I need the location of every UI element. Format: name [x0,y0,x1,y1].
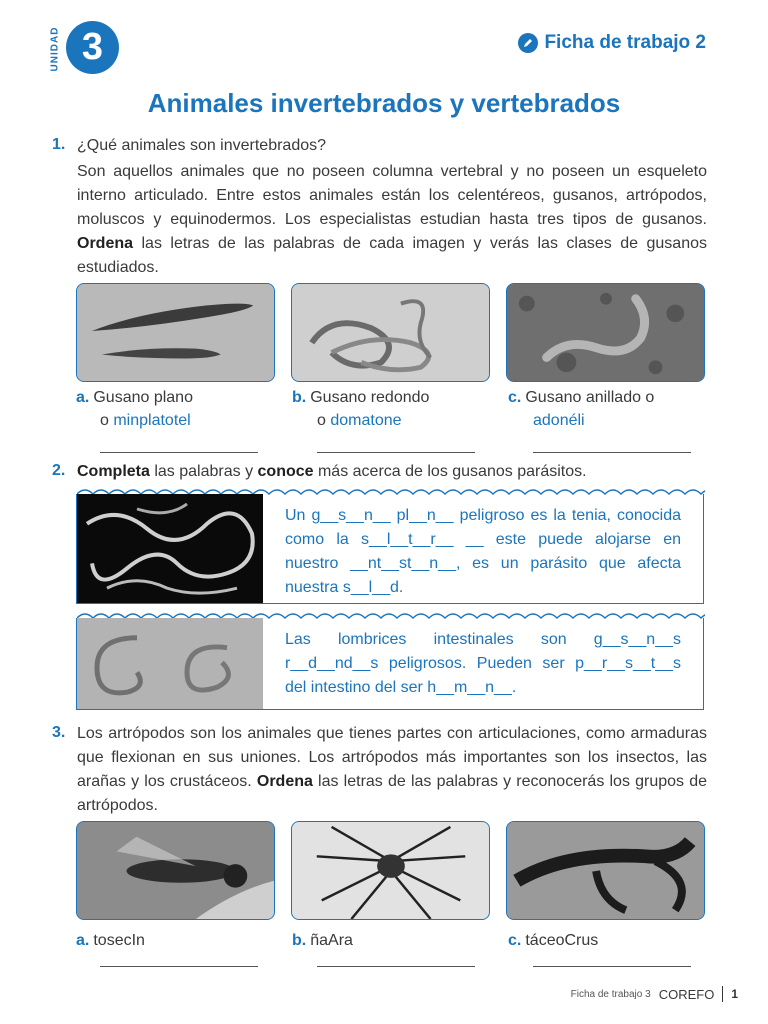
q3-item-a: a. tosecIn [76,932,145,949]
q3-item-b: b. ñaAra [292,932,353,949]
q3-answer-line-b[interactable] [317,966,475,967]
roundworm-text: Las lombrices intestinales son g__s__n__s r__d__nd__s peligrosos. Pueden ser p__r__s__t__s del intestino del ser h__m__n__. [285,631,681,696]
question-1-paragraph: Son aquellos animales que no poseen columna vertebral y no poseen un esqueleto interno articulado. Entre estos animales están los celentéreos, gusanos, artrópodos, moluscos y equinodermos. Los especialistas estudian hasta tres tipos de gusanos. Ordena las letras de las palabras de cada imagen y verás las clases de gusanos estudiados. [77,163,707,276]
question-3-number: 3. [52,724,66,741]
q3-answer-line-c[interactable] [533,966,691,967]
footer-brand: COREFO [658,986,715,1002]
question-1-text: ¿Qué animales son invertebrados? [77,137,327,154]
tapeworm-photo [77,494,263,603]
footer-worksheet: Ficha de trabajo 3 [570,988,651,1000]
question-3-paragraph: Los artrópodos son los animales que tienes partes con articulaciones, como armaduras que flexionan en sus uniones. Los artrópodos más importantes son los insectos, las arañas y los crustáceos. Ordena las letras de las palabras y reconocerás los grupos de artrópodos. [77,725,708,814]
question-1-number: 1. [52,136,66,153]
page-number: 1 [731,987,738,1001]
q1-answer-line-a[interactable] [100,452,258,453]
crustacean-photo [506,821,705,920]
unit-number-badge: 3 [66,21,119,74]
question-2-text: Completa las palabras y conoce más acerca de los gusanos parásitos. [77,463,587,480]
page-footer [571,986,738,1002]
q3-item-c: c. táceoCrus [508,932,599,949]
q3-answer-line-a[interactable] [100,966,258,967]
intestinal-worms-photo [77,618,263,709]
q1-item-b: b. Gusano redondo o domatone [292,389,430,429]
pencil-icon [518,33,538,53]
tapeworm-text: Un g__s__n__ pl__n__ peligroso es la tenia, conocida como la s__l__t__r__ __ este puede alojarse en nuestro __nt__st__n__, es un parásito que afecta nuestra s__l__d. [285,507,681,596]
insect-photo [76,821,275,920]
earthworm-photo [506,283,705,382]
q1-item-a: a. Gusano plano o minplatotel [76,389,193,429]
q1-item-c: c. Gusano anillado o adonéli [508,389,655,429]
question-2-number: 2. [52,462,66,479]
roundworm-box [76,618,704,710]
worksheet-label: Ficha de trabajo 2 [518,32,706,54]
q1-answer-line-c[interactable] [533,452,691,453]
flatworm-photo [76,283,275,382]
q1-answer-line-b[interactable] [317,452,475,453]
footer-separator [722,986,723,1002]
unit-label: UNIDAD [49,26,61,72]
roundworm-photo [291,283,490,382]
tapeworm-box [76,494,704,604]
page-title: Animales invertebrados y vertebrados [147,88,621,118]
spider-photo [291,821,490,920]
